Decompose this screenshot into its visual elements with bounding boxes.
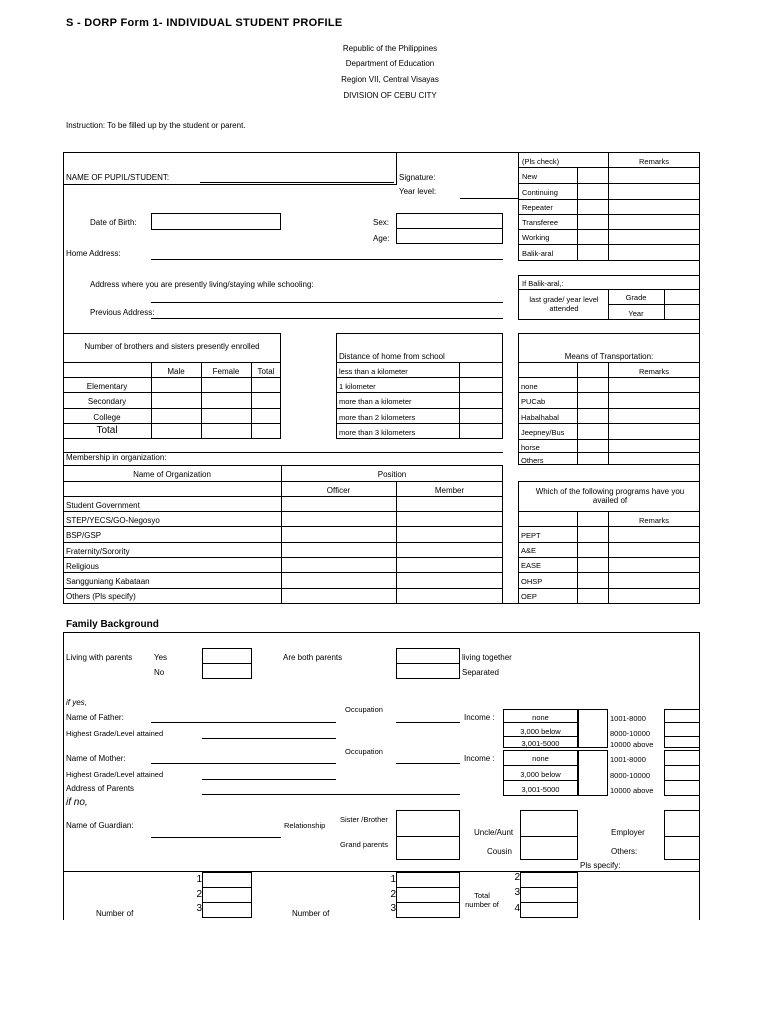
father-income-none: none [532,713,549,722]
mother-grade-field[interactable] [202,779,336,780]
divider [459,362,460,439]
number-box-3[interactable] [520,872,578,918]
org-row: STEP/YECS/GO-Negosyo [66,516,160,525]
dob-label: Date of Birth: [90,218,137,227]
father-occupation-field[interactable] [396,722,460,723]
relationship-label: Relationship [284,821,326,830]
address-parents-field[interactable] [202,794,460,795]
mother-income-3001: 3,001-5000 [521,785,560,794]
divider [503,765,578,766]
uncle-aunt-label: Uncle/Aunt [474,828,514,837]
father-income-8000: 8000-10000 [610,729,651,738]
father-name-label: Name of Father: [66,713,124,722]
org-row: BSP/GSP [66,531,102,540]
status-balik-aral: Balik-aral [522,249,554,258]
distance-row-2: 1 kilometer [339,382,376,391]
employer-label: Employer [611,828,645,837]
divider [396,663,460,664]
header-region: Region VII, Central Visayas [341,75,439,84]
divider [664,836,700,837]
divider [520,902,578,903]
year-level-field[interactable] [460,198,518,199]
num-2: 2 [390,889,396,900]
divider [396,902,460,903]
father-income-check[interactable] [578,709,608,748]
siblings-title: Number of brothers and sisters presently enrolled [84,342,260,351]
father-occupation-label: Occupation [345,705,383,714]
status-check-header: (Pls check) [522,157,560,166]
divider [63,526,503,527]
divider [63,588,503,589]
siblings-male-header: Male [167,367,185,376]
divider [202,902,252,903]
org-officer-header: Officer [326,486,351,495]
divider [63,184,397,185]
mother-income-check[interactable] [578,750,608,796]
divider [518,423,700,424]
living-with-parents-label: Living with parents [66,653,133,662]
divider [518,452,700,453]
instruction: Instruction: To be filled up by the student or parent. [66,121,246,130]
both-parents-label: Are both parents [283,653,343,662]
separated-label: Separated [462,668,499,677]
num-3: 3 [390,903,396,914]
status-working: Working [522,233,550,242]
divider [664,736,700,737]
distance-row-3: more than a kilometer [339,397,412,406]
number-box-1[interactable] [202,872,252,918]
transport-pucab: PUCab [521,397,546,406]
organizations-title: Membership in organization: [66,453,167,462]
signature-label: Signature: [399,173,436,182]
living-together-label: living together [462,653,512,662]
program-ohsp: OHSP [521,577,543,586]
siblings-total-row: Total [96,425,118,436]
distance-title: Distance of home from school [339,352,445,361]
mother-income-10000: 10000 above [610,786,654,795]
divider [63,557,503,558]
living-yes-label: Yes [154,653,168,662]
divider [336,377,503,378]
divider [63,872,64,920]
divider [63,511,503,512]
divider [520,887,578,888]
programs-title: Which of the following programs have you availed of [535,487,685,505]
father-income-3001: 3,001-5000 [521,739,560,748]
age-label: Age: [373,234,390,243]
divider [396,152,397,184]
divider [518,572,700,573]
divider [336,392,503,393]
pls-specify-label: Pls specify: [580,861,621,870]
status-remarks-header: Remarks [638,157,669,166]
num-3: 3 [196,903,202,914]
divider [63,392,281,393]
divider [518,214,700,215]
divider [396,836,460,837]
org-position-header: Position [377,470,407,479]
mother-highest-grade-label: Highest Grade/Level attained [66,770,164,779]
divider [518,439,700,440]
guardian-name-label: Name of Guardian: [66,821,134,830]
divider [503,780,578,781]
divider [518,377,700,378]
divider [577,362,578,465]
year-label: Year [628,309,644,318]
number-box-2[interactable] [396,872,460,918]
sex-label: Sex: [373,218,390,227]
family-title: Family Background [66,619,159,630]
transport-none: none [521,382,538,391]
mother-income-none: none [532,754,549,763]
org-row: Fraternity/Sorority [66,547,130,556]
program-ae: A&E [521,546,537,555]
others-label: Others: [611,847,638,856]
program-ease: EASE [521,561,542,570]
divider [202,887,252,888]
mother-income-right-check[interactable] [664,750,700,796]
divider [664,722,700,723]
divider [336,362,503,363]
divider [518,511,700,512]
sister-brother-label: Sister /Brother [340,815,388,824]
divider [518,362,700,363]
siblings-elementary: Elementary [86,382,128,391]
num-1: 1 [196,874,202,885]
org-row: Student Government [66,501,140,510]
employer-others-check-box[interactable] [664,810,700,860]
divider [608,362,609,465]
status-repeater: Repeater [522,203,553,212]
header-republic: Republic of the Philippines [342,44,438,53]
divider [664,780,700,781]
siblings-college: College [93,413,121,422]
divider [518,526,700,527]
header-division: DIVISION OF CEBU CITY [343,91,437,100]
grade-label: Grade [625,293,647,302]
divider [520,836,578,837]
divider [518,183,700,184]
divider [518,229,700,230]
transport-title: Means of Transportation: [564,352,654,361]
org-row: Religious [66,562,99,571]
form-title: S - DORP Form 1- INDIVIDUAL STUDENT PROFILE [66,17,343,29]
divider [63,481,503,482]
divider [518,167,700,168]
siblings-total-header: Total [257,367,275,376]
distance-row-5: more than 3 kilometers [339,428,416,437]
divider [63,408,281,409]
previous-address-label: Previous Address: [90,308,155,317]
father-name-field[interactable] [151,722,336,723]
divider [518,244,700,245]
divider [518,392,700,393]
father-income-right-check[interactable] [664,709,700,748]
divider [63,362,281,363]
status-transferee: Transferee [522,218,558,227]
program-oep: OEP [521,592,537,601]
divider [518,199,700,200]
mother-name-field[interactable] [151,763,336,764]
siblings-female-header: Female [212,367,240,376]
org-member-header: Member [434,486,465,495]
mother-occupation-field[interactable] [396,763,460,764]
dob-field[interactable] [151,213,281,230]
number-of-label-2: Number of [292,909,330,918]
relationship-check-box[interactable] [396,810,460,860]
divider [608,304,700,305]
mother-name-label: Name of Mother: [66,754,126,763]
father-income-10000: 10000 above [610,740,654,749]
name-label: NAME OF PUPIL/STUDENT: [66,173,170,182]
father-highest-grade-label: Highest Grade/Level attained [66,729,164,738]
balik-aral-label: If Balik-aral,: [522,279,564,288]
father-grade-field[interactable] [202,738,336,739]
divider [518,289,700,290]
divider [518,408,700,409]
if-yes-label: if yes, [66,698,87,707]
mother-income-3000: 3,000 below [520,770,561,779]
distance-row-1: less than a kilometer [339,367,408,376]
num-2: 2 [514,872,520,883]
divider [518,260,700,261]
father-income-label: Income : [464,713,495,722]
father-income-1001: 1001-8000 [610,714,646,723]
divider [63,572,503,573]
mother-income-label: Income : [464,754,495,763]
header-department: Department of Education [345,59,435,68]
grand-parents-label: Grand parents [340,840,388,849]
divider [202,663,252,664]
year-level-label: Year level: [399,187,437,196]
transport-horse: horse [521,443,540,452]
guardian-name-field[interactable] [151,837,281,838]
divider [664,765,700,766]
status-continuing: Continuing [522,188,558,197]
transport-jeepney: Jeepney/Bus [521,428,565,437]
org-name-header: Name of Organization [133,470,211,479]
address-parents-label: Address of Parents [66,784,135,793]
cousin-label: Cousin [487,847,512,856]
divider [336,408,503,409]
living-no-label: No [154,668,165,677]
father-income-3000: 3,000 below [520,727,561,736]
divider [396,887,460,888]
programs-remarks-header: Remarks [638,516,669,525]
transport-remarks-header: Remarks [638,367,669,376]
divider [63,496,503,497]
num-4: 4 [514,903,520,914]
divider [699,872,700,920]
uncle-cousin-check-box[interactable] [520,810,578,860]
divider [518,588,700,589]
name-field[interactable] [200,182,394,183]
divider [63,377,281,378]
siblings-secondary: Secondary [87,397,127,406]
divider [518,542,700,543]
number-of-label-1: Number of [96,909,134,918]
home-address-label: Home Address: [66,249,121,258]
num-1: 1 [390,874,396,885]
org-row: Others (Pls specify) [66,592,136,601]
mother-occupation-label: Occupation [345,747,383,756]
divider [577,511,578,604]
num-2: 2 [196,889,202,900]
status-new: New [522,172,538,181]
transport-habalhabal: Habalhabal [521,413,559,422]
divider [518,557,700,558]
last-grade-label: last grade/ year level attended [529,295,599,313]
home-address-field[interactable] [151,259,503,260]
mother-income-1001: 1001-8000 [610,755,646,764]
distance-row-4: more than 2 kilometers [339,413,416,422]
transport-others: Others [521,456,544,465]
present-address-label: Address where you are presently living/staying while schooling: [90,280,314,289]
if-no-label: if no, [66,797,88,808]
divider [63,423,281,424]
total-number-of-label: Total number of [465,891,499,909]
num-3: 3 [514,887,520,898]
mother-income-8000: 8000-10000 [610,771,651,780]
org-row: Sangguniang Kabataan [66,577,150,586]
divider [336,423,503,424]
previous-address-field[interactable] [151,318,503,319]
divider [396,228,503,229]
program-pept: PEPT [521,531,541,540]
present-address-field[interactable] [151,302,503,303]
divider [63,542,503,543]
